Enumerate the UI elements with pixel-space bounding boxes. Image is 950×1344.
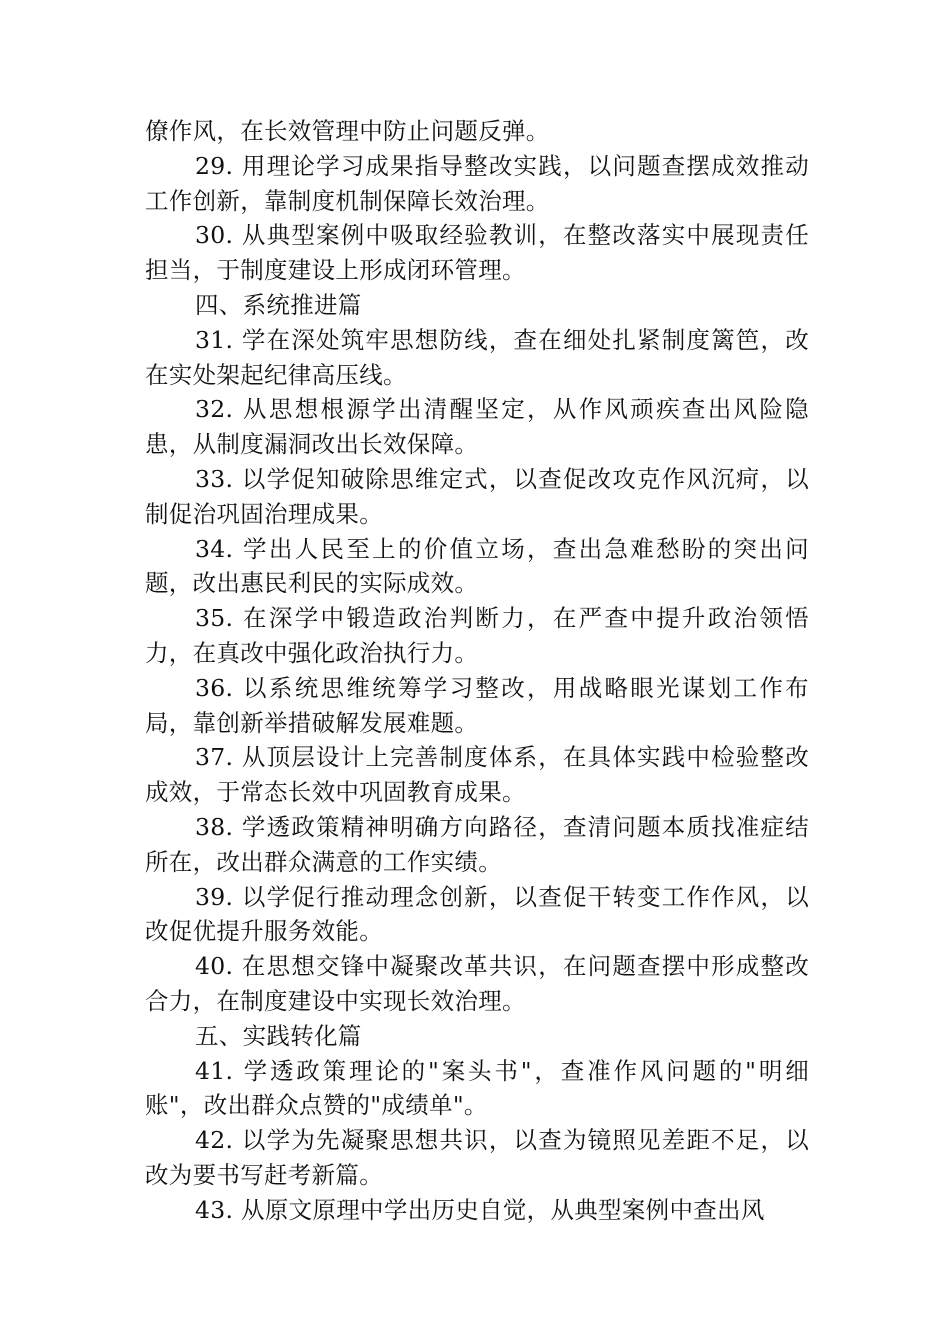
list-item-35: 35. 在深学中锻造政治判断力，在严查中提升政治领悟力，在真改中强化政治执行力。 [145,604,809,667]
list-item-29: 29. 用理论学习成果指导整改实践，以问题查摆成效推动工作创新，靠制度机制保障长效治理。 [145,151,809,215]
section-heading-5: 五、实践转化篇 [195,1021,362,1050]
list-item-33: 33. 以学促知破除思维定式，以查促改攻克作风沉疴，以制促治巩固治理成果。 [145,464,809,528]
document-body [145,114,809,1228]
list-item-41: 41. 学透政策理论的"案头书"，查准作风问题的"明细账"，改出群众点赞的"成绩单"。 [145,1056,809,1120]
list-item-39: 39. 以学促行推动理念创新，以查促干转变工作作风，以改促优提升服务效能。 [145,882,809,946]
paragraph-continuation: 僚作风，在长效管理中防止问题反弹。 [145,117,550,145]
list-item-40: 40. 在思想交锋中凝聚改革共识，在问题查摆中形成整改合力，在制度建设中实现长效治理。 [145,952,809,1015]
list-item-30: 30. 从典型案例中吸取经验教训，在整改落实中展现责任担当，于制度建设上形成闭环管理。 [145,221,809,285]
list-item-36: 36. 以系统思维统筹学习整改，用战略眼光谋划工作布局，靠创新举措破解发展难题。 [145,673,809,737]
list-item-38: 38. 学透政策精神明确方向路径，查清问题本质找准症结所在，改出群众满意的工作实绩。 [145,812,809,876]
list-item-32: 32. 从思想根源学出清醒坚定，从作风顽疾查出风险隐患，从制度漏洞改出长效保障。 [145,395,809,459]
list-item-37: 37. 从顶层设计上完善制度体系，在具体实践中检验整改成效，于常态长效中巩固教育成果。 [145,743,809,807]
list-item-31: 31. 学在深处筑牢思想防线，查在细处扎紧制度篱笆，改在实处架起纪律高压线。 [145,325,809,389]
list-item-43: 43. 从原文原理中学出历史自觉，从典型案例中查出风 [195,1195,765,1224]
list-item-42: 42. 以学为先凝聚思想共识，以查为镜照见差距不足，以改为要书写赶考新篇。 [145,1126,809,1189]
list-item-34: 34. 学出人民至上的价值立场，查出急难愁盼的突出问题，改出惠民利民的实际成效。 [145,534,809,598]
section-heading-4: 四、系统推进篇 [195,290,362,319]
